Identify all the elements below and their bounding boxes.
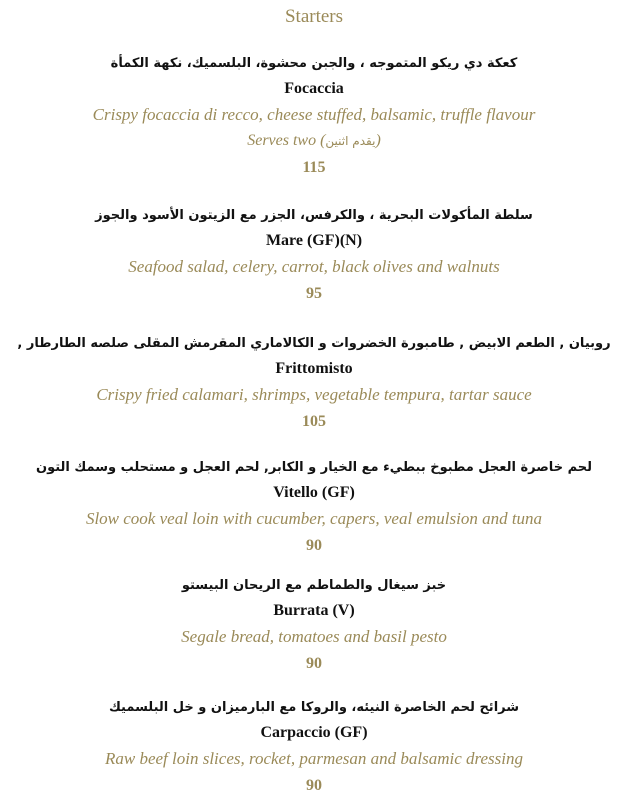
item-description: Raw beef loin slices, rocket, parmesan and balsamic dressing [104, 749, 524, 768]
item-name: Focaccia [284, 80, 344, 97]
menu-item-burrata [0, 574, 628, 678]
item-description: Crispy focaccia di recco, cheese stuffed, balsamic, truffle flavour [92, 105, 536, 124]
menu-item-vitello [0, 456, 628, 560]
item-price: 95 [306, 285, 322, 302]
item-description: Seafood salad, celery, carrot, black olives and walnuts [128, 257, 500, 276]
section-title: Starters [284, 6, 344, 27]
item-arabic-name: لحم خاصرة العجل مطبوخ ببطيء مع الخيار و الكابر, لحم العجل و مستحلب وسمك التون [35, 460, 593, 475]
item-arabic-name: روبيان , الطعم الابيض , طامبورة الخضروات و الكالاماري المقرمش المقلى صلصه الطارطار , [17, 336, 611, 351]
item-description: Segale bread, tomatoes and basil pesto [181, 627, 447, 646]
menu-item-carpaccio [0, 696, 628, 800]
item-name: Carpaccio (GF) [260, 724, 368, 741]
item-name: Burrata (V) [273, 602, 355, 619]
menu-item-focaccia [0, 52, 628, 182]
item-arabic-name: سلطة المأكولات البحرية ، والكرفس، الجزر مع الزيتون الأسود والجوز [95, 208, 533, 223]
serves-text: Serves two ( [247, 132, 326, 149]
menu-item-mare [0, 204, 628, 308]
item-serving-note [0, 128, 628, 154]
menu-item-frittomisto [0, 332, 628, 436]
item-price: 90 [306, 537, 322, 554]
item-name: Vitello (GF) [273, 484, 355, 501]
item-description: Slow cook veal loin with cucumber, capers, veal emulsion and tuna [85, 509, 543, 528]
item-name: Mare (GF)(N) [265, 232, 363, 249]
item-price: 115 [302, 159, 326, 176]
item-arabic-name: كعكة دي ريكو المتموجه ، والجبن محشوة، البلسميك، نكهة الكمأة [110, 56, 518, 71]
item-arabic-name: شرائح لحم الخاصرة النيئه، والروكا مع البارميزان و خل البلسميك [108, 700, 520, 715]
serves-close: ) [375, 132, 381, 149]
serves-arabic: يقدم اثنين [325, 134, 376, 148]
item-name: Frittomisto [275, 360, 353, 377]
item-price: 105 [302, 413, 326, 430]
item-arabic-name: خبز سيغال والطماطم مع الريحان البيستو [181, 578, 447, 593]
item-price: 90 [306, 777, 322, 794]
item-description: Crispy fried calamari, shrimps, vegetable tempura, tartar sauce [96, 385, 532, 404]
item-price: 90 [306, 655, 322, 672]
